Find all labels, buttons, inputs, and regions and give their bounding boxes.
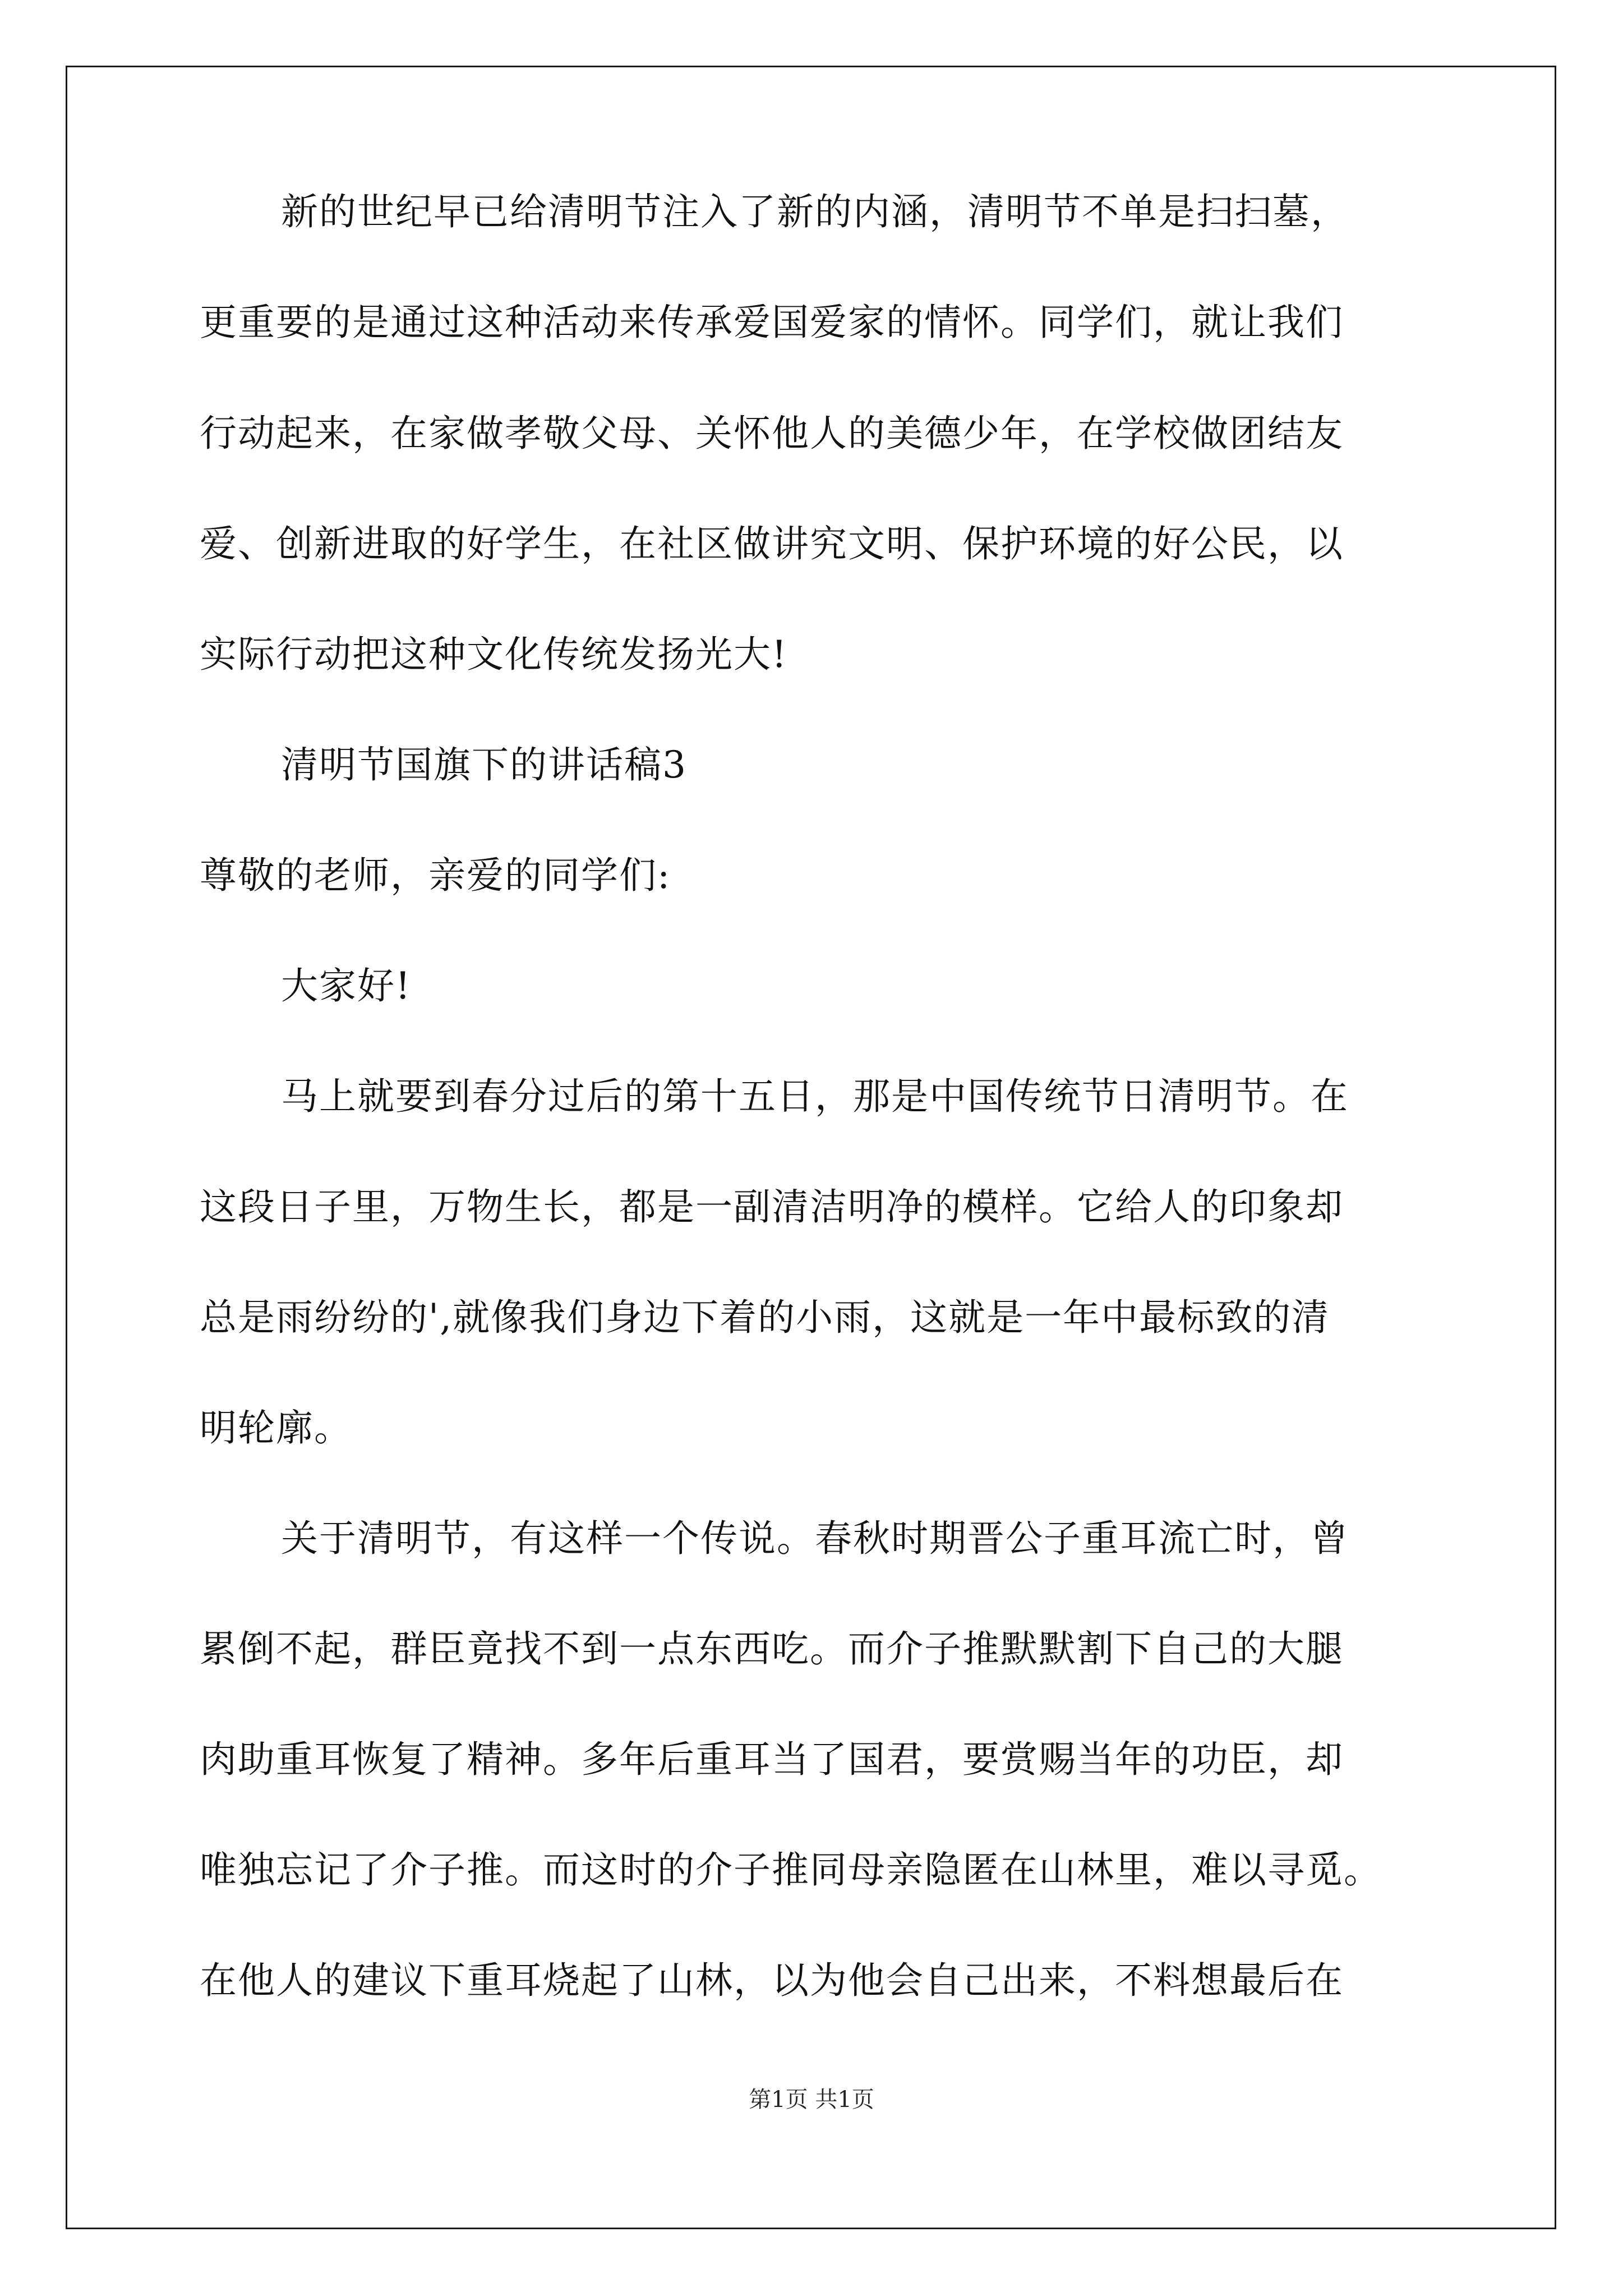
- salutation: 尊敬的老师，亲爱的同学们:: [200, 854, 671, 897]
- body-text-line: 马上就要到春分过后的第十五日，那是中国传统节日清明节。在: [281, 1075, 1349, 1118]
- page-border: [66, 66, 1556, 2229]
- page-footer: 第1页 共1页: [749, 2087, 874, 2113]
- body-text-line: 明轮廓。: [200, 1406, 352, 1450]
- body-text-line: 肉助重耳恢复了精神。多年后重耳当了国君，要赏赐当年的功臣，却: [200, 1738, 1344, 1781]
- body-text-line: 新的世纪早已给清明节注入了新的内涵，清明节不单是扫扫墓，: [281, 190, 1349, 233]
- body-text-line: 这段日子里，万物生长，都是一副清洁明净的模样。它给人的印象却: [200, 1185, 1344, 1228]
- body-text-line: 关于清明节，有这样一个传说。春秋时期晋公子重耳流亡时，曾: [281, 1517, 1349, 1560]
- body-text-line: 实际行动把这种文化传统发扬光大!: [200, 633, 788, 676]
- section-heading: 清明节国旗下的讲话稿3: [281, 743, 687, 786]
- body-text-line: 爱、创新进取的好学生，在社区做讲究文明、保护环境的好公民，以: [200, 522, 1344, 565]
- body-text-line: 总是雨纷纷的',就像我们身边下着的小雨，这就是一年中最标致的清: [200, 1296, 1330, 1339]
- body-text-line: 在他人的建议下重耳烧起了山林，以为他会自己出来，不料想最后在: [200, 1959, 1344, 2002]
- body-text-line: 更重要的是通过这种活动来传承爱国爱家的情怀。同学们，就让我们: [200, 301, 1344, 344]
- body-text-line: 行动起来，在家做孝敬父母、关怀他人的美德少年，在学校做团结友: [200, 412, 1344, 455]
- greeting: 大家好!: [281, 964, 412, 1007]
- body-text-line: 唯独忘记了介子推。而这时的介子推同母亲隐匿在山林里，难以寻觅。: [200, 1848, 1382, 1892]
- body-text-line: 累倒不起，群臣竟找不到一点东西吃。而介子推默默割下自己的大腿: [200, 1627, 1344, 1671]
